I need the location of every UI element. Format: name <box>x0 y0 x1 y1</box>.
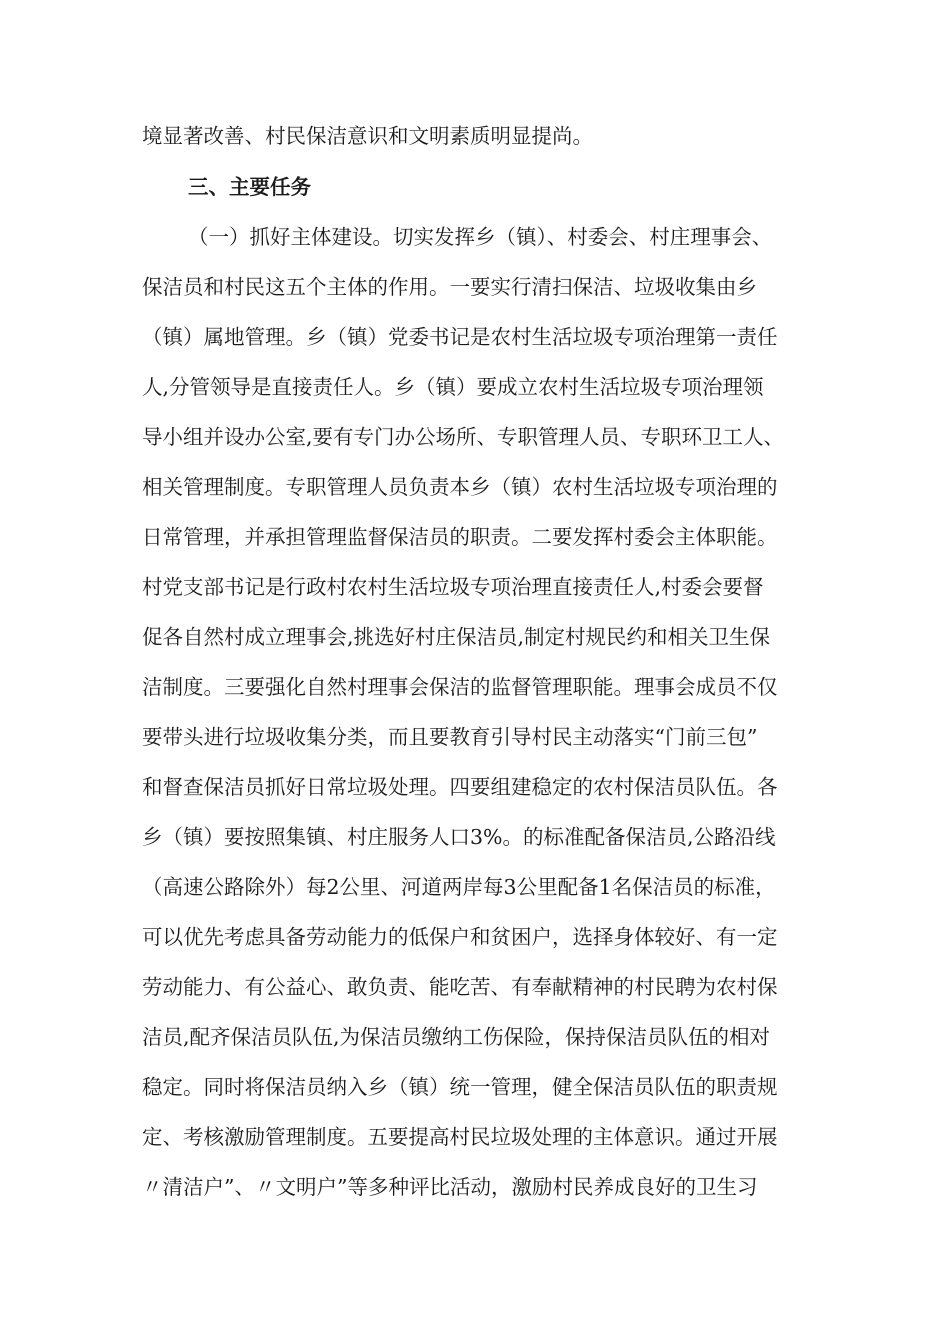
paragraph-line: （一）抓好主体建设。切实发挥乡（镇）、村委会、村庄理事会、 <box>188 225 773 249</box>
paragraph-line: 村党支部书记是行政村农村生活垃圾专项治理直接责任人,村委会要督 <box>142 575 764 599</box>
paragraph-line: 日常管理，并承担管理监督保洁员的职责。二要发挥村委会主体职能。 <box>142 525 778 549</box>
paragraph-line: 相关管理制度。专职管理人员负责本乡（镇）农村生活垃圾专项治理的 <box>142 475 778 499</box>
paragraph-line: 洁员,配齐保洁员队伍,为保洁员缴纳工伤保险，保持保洁员队伍的相对 <box>142 1025 771 1049</box>
paragraph-line: 要带头进行垃圾收集分类，而且要教育引导村民主动落实“门前三包” <box>142 725 758 749</box>
paragraph-line: （高速公路除外）每2公里、河道两岸每3公里配备1名保洁员的标准， <box>142 875 776 899</box>
paragraph-line: 可以优先考虑具备劳动能力的低保户和贫困户，选择身体较好、有一定 <box>142 925 778 949</box>
paragraph-line: 劳动能力、有公益心、敢负责、能吃苦、有奉献精神的村民聘为农村保 <box>142 975 778 999</box>
section-heading: 三、主要任务 <box>188 175 311 199</box>
paragraph-line: 境显著改善、村民保洁意识和文明素质明显提尚。 <box>142 124 593 148</box>
paragraph-line: 促各自然村成立理事会,挑选好村庄保洁员,制定村规民约和相关卫生保 <box>142 625 771 649</box>
paragraph-line: 稳定。同时将保洁员纳入乡（镇）统一管理，健全保洁员队伍的职责规 <box>142 1075 778 1099</box>
paragraph-line: 人,分管领导是直接责任人。乡（镇）要成立农村生活垃圾专项治理领 <box>142 375 764 399</box>
paragraph-line: （镇）属地管理。乡（镇）党委书记是农村生活垃圾专项治理第一责任 <box>142 325 778 349</box>
paragraph-line: 保洁员和村民这五个主体的作用。一要实行清扫保洁、垃圾收集由乡 <box>142 275 757 299</box>
paragraph-line: 导小组并设办公室,要有专门办公场所、专职管理人员、专职环卫工人、 <box>142 425 785 449</box>
paragraph-line: 〃清洁户”、〃文明户”等多种评比活动，激励村民养成良好的卫生习 <box>142 1175 758 1199</box>
paragraph-line: 和督查保洁员抓好日常垃圾处理。四要组建稳定的农村保洁员队伍。各 <box>142 775 778 799</box>
paragraph-line: 定、考核激励管理制度。五要提高村民垃圾处理的主体意识。通过开展 <box>142 1125 778 1149</box>
paragraph-line: 洁制度。三要强化自然村理事会保洁的监督管理职能。理事会成员不仅 <box>142 675 778 699</box>
paragraph-line: 乡（镇）要按照集镇、村庄服务人口3%。的标准配备保洁员,公路沿线 <box>142 825 776 849</box>
